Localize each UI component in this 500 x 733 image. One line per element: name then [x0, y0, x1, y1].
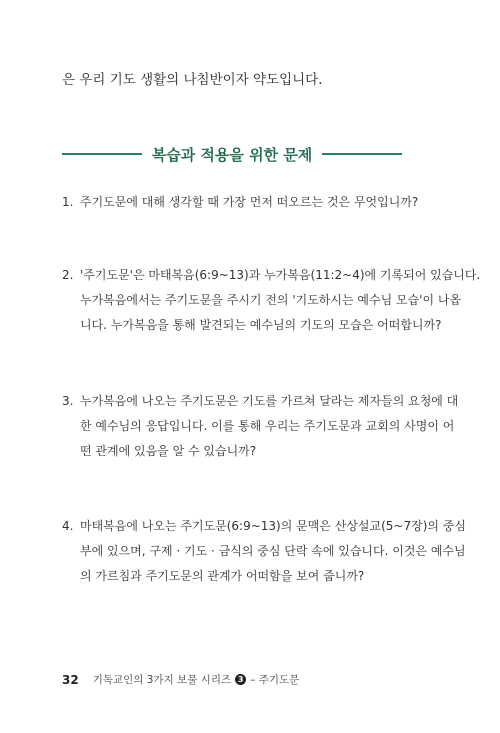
question-line: 부에 있으며, 구제 · 기도 · 금식의 중심 단락 속에 있습니다. 이것은 예수님	[80, 544, 466, 558]
question-number: 4.	[62, 519, 74, 533]
question-text: 누가복음에 나오는 주기도문은 기도를 가르쳐 달라는 제자들의 요청에 대	[80, 394, 459, 408]
section-rule-left	[62, 153, 142, 155]
question-number: 1.	[62, 195, 74, 209]
question-line: 한 예수님의 응답입니다. 이를 통해 우리는 주기도문과 교회의 사명이 어	[80, 419, 455, 433]
question-number: 2.	[62, 268, 74, 282]
question-line	[62, 190, 419, 215]
question-3	[62, 389, 459, 464]
section-rule-right	[322, 153, 402, 155]
question-1	[62, 190, 419, 215]
question-line	[62, 263, 481, 288]
question-line	[62, 514, 466, 539]
question-text: '주기도문'은 마태복음(6:9~13)과 누가복음(11:2~4)에 기록되어 있습니다.	[80, 268, 481, 282]
question-number: 3.	[62, 394, 74, 408]
question-line: 떤 관계에 있음을 알 수 있습니까?	[80, 444, 257, 458]
question-line	[62, 389, 459, 414]
section-title: 복습과 적용을 위한 문제	[151, 145, 313, 164]
series-title: 기독교인의 3가지 보물 시리즈	[92, 674, 232, 686]
question-2	[62, 263, 481, 338]
section-header	[62, 142, 402, 166]
question-4	[62, 514, 466, 589]
question-line: 누가복음에서는 주기도문을 주시기 전의 '기도하시는 예수님 모습'이 나옵	[80, 293, 462, 307]
question-line: 의 가르침과 주기도문의 관계가 어떠함을 보여 줍니까?	[80, 569, 365, 583]
question-text: 주기도문에 대해 생각할 때 가장 먼저 떠오르는 것은 무엇입니까?	[80, 195, 419, 209]
page-footer	[62, 672, 299, 687]
series-volume-badge: 3	[235, 674, 246, 685]
question-line: 니다. 누가복음을 통해 발견되는 예수님의 기도의 모습은 어떠합니까?	[80, 318, 442, 332]
book-subtitle: – 주기도문	[250, 674, 300, 686]
page-number: 32	[62, 672, 79, 687]
intro-text: 은 우리 기도 생활의 나침반이자 약도입니다.	[62, 72, 323, 88]
question-text: 마태복음에 나오는 주기도문(6:9~13)의 문맥은 산상설교(5~7장)의 중심	[80, 519, 466, 533]
